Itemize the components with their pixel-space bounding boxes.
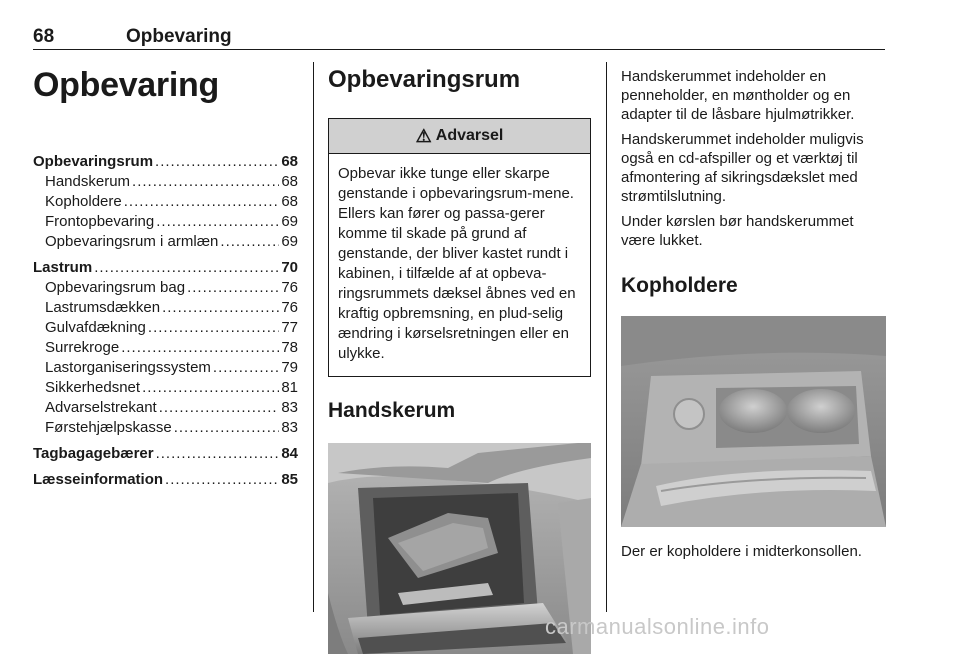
toc-entry-page: 81 [281, 379, 298, 396]
column-divider-left [313, 62, 314, 612]
toc-entry[interactable] [33, 152, 298, 172]
cupholders-heading: Kopholdere [621, 274, 738, 297]
toc-leader-dots [174, 418, 280, 438]
toc-entry[interactable] [33, 444, 298, 464]
toc-entry-label: Lastorganiseringssystem [45, 359, 211, 376]
toc-leader-dots [142, 378, 279, 398]
chapter-contents-column [33, 62, 298, 490]
toc-leader-dots [148, 318, 279, 338]
header-rule [33, 49, 885, 50]
toc-leader-dots [220, 232, 279, 252]
toc-leader-dots [156, 212, 279, 232]
toc-entry-label: Tagbagagebærer [33, 445, 154, 462]
warning-box [328, 118, 591, 377]
toc-entry[interactable] [33, 358, 298, 378]
toc-entry-page: 83 [281, 419, 298, 436]
toc-entry-page: 85 [281, 471, 298, 488]
toc-leader-dots [187, 278, 279, 298]
toc-entry-label: Frontopbevaring [45, 213, 155, 230]
toc-entry-page: 68 [281, 173, 298, 190]
toc-entry-page: 84 [281, 445, 298, 462]
toc-entry-label: Advarselstrekant [45, 399, 157, 416]
glovebox-heading: Handskerum [328, 399, 456, 422]
toc-entry[interactable] [33, 172, 298, 192]
toc-entry[interactable] [33, 378, 298, 398]
toc-entry[interactable] [33, 338, 298, 358]
toc-leader-dots [121, 338, 279, 358]
toc-leader-dots [132, 172, 279, 192]
glovebox-paragraph: Under kørslen bør handskerummet være lukket. [621, 213, 854, 249]
toc-entry-label: Opbevaringsrum [33, 153, 154, 170]
toc-entry-label: Kopholdere [45, 193, 122, 210]
warning-heading: Advarsel [435, 127, 504, 144]
toc-entry-page: 70 [281, 259, 298, 276]
toc-entry-label: Opbevaringsrum i armlæn [45, 233, 219, 250]
toc-entry-page: 79 [281, 359, 298, 376]
toc-entry-page: 68 [281, 153, 298, 170]
page-number: 68 [33, 26, 55, 47]
cupholders-caption: Der er kopholdere i midterkonsollen. [621, 543, 862, 560]
toc-entry[interactable] [33, 318, 298, 338]
toc-entry-page: 69 [281, 213, 298, 230]
warning-triangle-icon: ⚠ [415, 125, 432, 146]
toc-leader-dots [156, 444, 280, 464]
watermark: carmanualsonline.info [545, 614, 770, 639]
toc-entry[interactable] [33, 298, 298, 318]
toc-entry[interactable] [33, 398, 298, 418]
toc-entry-label: Sikkerhedsnet [45, 379, 141, 396]
toc-entry-label: Lastrum [33, 259, 93, 276]
glovebox-paragraph: Handskerummet indeholder en penneholder, en møntholder og en adapter til de låsbare hjulmøtrikker. [621, 68, 855, 123]
cupholders-photo [621, 316, 886, 527]
toc-entry-page: 69 [281, 233, 298, 250]
warning-body: Opbevar ikke tunge eller skarpe genstande i opbevaringsrum-mene. Ellers kan fører og passa-gerer komme til skade på grund af genstande, der bliver kastet rundt i kabinen, i tilfælde af at opbeva-ringsrummets dæksel åbnes ved en kraftig opbremsning, en plud-selig ændring i kørselsretningen eller en ulykke. [338, 165, 576, 362]
toc-leader-dots [155, 152, 279, 172]
toc-leader-dots [94, 258, 279, 278]
toc-entry-page: 76 [281, 279, 298, 296]
toc-leader-dots [124, 192, 280, 212]
column-divider-right [606, 62, 607, 612]
toc-entry[interactable] [33, 418, 298, 438]
table-of-contents [33, 152, 298, 490]
right-column [621, 62, 886, 576]
toc-entry-label: Lastrumsdækken [45, 299, 161, 316]
chapter-title: Opbevaring [33, 66, 219, 104]
middle-column [328, 62, 591, 654]
toc-entry-label: Førstehjælpskasse [45, 419, 172, 436]
toc-entry-page: 76 [281, 299, 298, 316]
toc-entry[interactable] [33, 278, 298, 298]
toc-leader-dots [159, 398, 280, 418]
toc-entry-label: Gulvafdækning [45, 319, 146, 336]
toc-entry-label: Læsseinformation [33, 471, 164, 488]
toc-entry-label: Surrekroge [45, 339, 120, 356]
toc-entry[interactable] [33, 192, 298, 212]
toc-entry-page: 83 [281, 399, 298, 416]
toc-entry-label: Opbevaringsrum bag [45, 279, 186, 296]
toc-entry[interactable] [33, 212, 298, 232]
toc-leader-dots [165, 470, 279, 490]
toc-entry-page: 78 [281, 339, 298, 356]
warning-header [329, 119, 590, 154]
running-title: Opbevaring [126, 26, 232, 47]
glovebox-paragraph: Handskerummet indeholder muligvis også en cd-afspiller og et værktøj til afmontering af sikringsdækslet med strømtilslutning. [621, 131, 864, 205]
toc-entry-label: Handskerum [45, 173, 131, 190]
toc-entry[interactable] [33, 470, 298, 490]
toc-entry[interactable] [33, 258, 298, 278]
section-title: Opbevaringsrum [328, 66, 521, 93]
toc-entry[interactable] [33, 232, 298, 252]
toc-entry-page: 68 [281, 193, 298, 210]
toc-leader-dots [162, 298, 279, 318]
page-header [33, 26, 885, 50]
toc-entry-page: 77 [281, 319, 298, 336]
toc-leader-dots [213, 358, 279, 378]
